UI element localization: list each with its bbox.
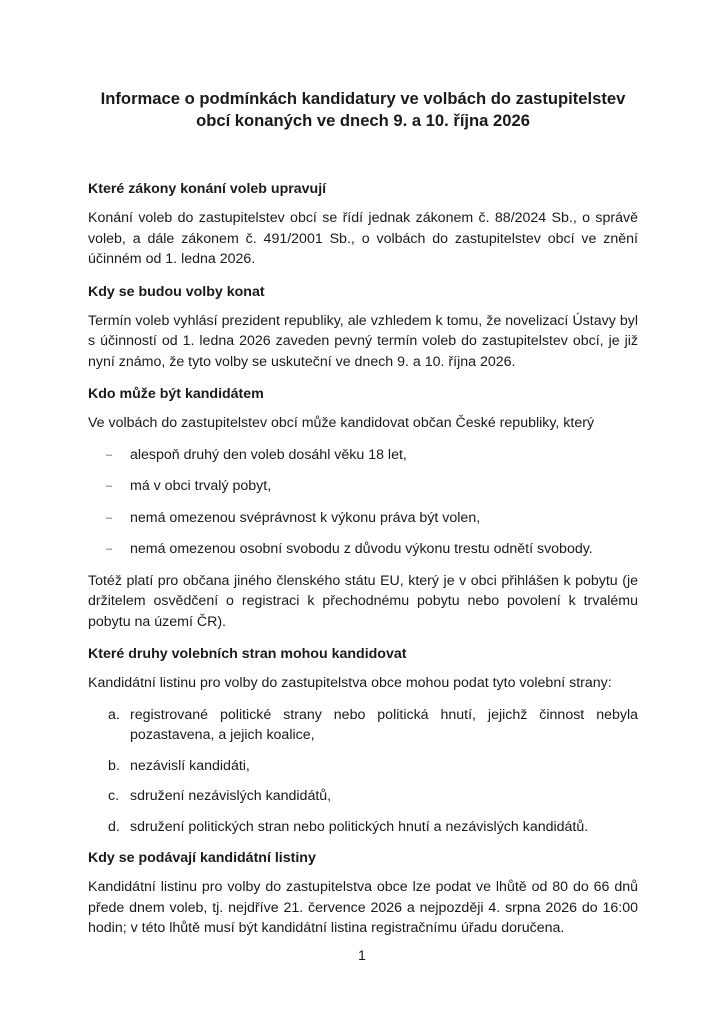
list-letter: a. (108, 706, 120, 723)
section-outro: Totéž platí pro občana jiného členského státu EU, který je v obci přihlášen k pobytu (je držitelem osvědčení o registraci k přechodnému pobytu nebo povolení k trvalému pobytu na území ČR). (88, 572, 638, 630)
list-letter: d. (108, 818, 120, 835)
eligibility-list (88, 445, 638, 560)
list-item: c. sdružení nezávislých kandidátů, (88, 786, 638, 807)
title-line-2: obcí konaných ve dnech 9. a 10. října 2026 (196, 111, 530, 130)
section-heading: Které zákony konání voleb upravují (88, 181, 327, 197)
section-candidate-eligibility (88, 385, 638, 632)
section-paragraph: Kandidátní listinu pro volby do zastupitelstva obce lze podat ve lhůtě od 80 do 66 dnů přede dnem voleb, tj. nejdříve 21. července 2026 a nejpozději 4. srpna 2026 do 16:00 hodin; v této lhůtě musí být kandidátní listina registračnímu úřadu doručena. (88, 879, 638, 936)
section-election-date (88, 283, 638, 373)
list-item: a. registrované politické strany nebo politická hnutí, jejichž činnost nebyla pozastavena, a jejich koalice, (108, 706, 638, 743)
list-item: b. nezávislí kandidáti, (88, 756, 638, 777)
dash-marker: – (106, 480, 113, 492)
section-party-types (88, 645, 638, 837)
section-intro: Ve volbách do zastupitelstev obcí může kandidovat občan České republiky, který (88, 415, 595, 431)
party-types-list (88, 705, 638, 838)
list-item: d. sdružení politických stran nebo politických hnutí a nezávislých kandidátů. (88, 817, 638, 838)
section-heading: Kdy se podávají kandidátní listiny (88, 850, 316, 866)
section-heading: Které druhy volebních stran mohou kandidovat (88, 646, 407, 662)
list-item: – nemá omezenou osobní svobodu z důvodu výkonu trestu odnětí svobody. (88, 539, 638, 560)
list-item: – nemá omezenou svéprávnost k výkonu práva být volen, (88, 508, 638, 529)
dash-marker: – (106, 511, 113, 524)
section-laws (88, 180, 638, 270)
section-paragraph: Konání voleb do zastupitelstev obcí se řídí jednak zákonem č. 88/2024 Sb., o správě voleb, a dále zákonem č. 491/2001 Sb., o volbách do zastupitelstev obcí ve znění účinném od 1. ledna 2026. (88, 210, 638, 267)
list-item: – alespoň druhý den voleb dosáhl věku 18 let, (88, 445, 638, 466)
section-paragraph: Termín voleb vyhlásí prezident republiky, ale vzhledem k tomu, že novelizací Ústavy byl s účinností od 1. ledna 2026 zaveden pevný termín voleb do zastupitelstev obcí, je již nyní známo, že tyto volby se uskuteční ve dnech 9. a 10. října 2026. (88, 312, 638, 370)
list-letter: b. (108, 757, 120, 774)
list-item: – má v obci trvalý pobyt, (88, 476, 638, 497)
dash-marker: – (106, 448, 113, 461)
section-intro: Kandidátní listinu pro volby do zastupitelstva obce mohou podat tyto volební strany: (88, 675, 612, 691)
title-line-1: Informace o podmínkách kandidatury ve volbách do zastupitelstev (100, 89, 626, 108)
section-heading: Kdo může být kandidátem (88, 386, 264, 402)
page-number: 1 (358, 948, 366, 964)
list-letter: c. (108, 788, 120, 804)
section-submission-deadline (88, 849, 638, 939)
document-title (88, 88, 638, 132)
dash-marker: – (106, 543, 113, 555)
section-heading: Kdy se budou volby konat (88, 283, 265, 300)
